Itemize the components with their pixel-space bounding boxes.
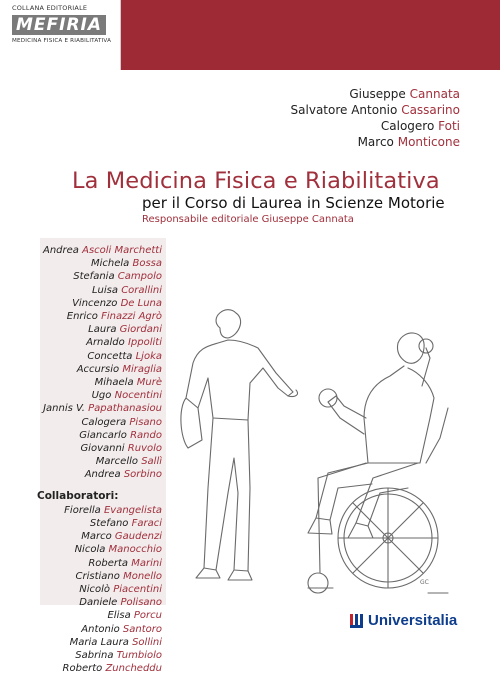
contributor-name xyxy=(43,376,162,389)
contributor-last-name: Zuncheddu xyxy=(105,663,162,675)
wheelchair-therapy-illustration xyxy=(168,288,458,610)
contributor-last-name: Evangelista xyxy=(103,504,162,516)
contributor-name xyxy=(43,244,162,257)
contributor-last-name: Giordani xyxy=(119,324,162,336)
contributor-first-name: Luisa xyxy=(91,284,119,296)
contributor-name xyxy=(43,336,162,349)
series-top-label: COLLANA EDITORIALE xyxy=(12,4,88,12)
contributor-name xyxy=(43,416,162,429)
publisher-logo xyxy=(350,612,457,629)
contributor-first-name: Enrico xyxy=(66,311,98,323)
contributor-name xyxy=(43,468,162,481)
book-subtitle: per il Corso di Laurea in Scienze Motorie xyxy=(142,194,445,212)
contributor-last-name: Manocchio xyxy=(108,544,162,556)
series-bottom-label: MEDICINA FISICA E RIABILITATIVA xyxy=(12,38,112,44)
contributor-first-name: Marcello xyxy=(95,456,138,468)
author: Calogero Foti xyxy=(380,119,460,133)
contributor-first-name: Calogera xyxy=(81,416,127,428)
contributor-name xyxy=(43,350,162,363)
contributor-name xyxy=(43,297,162,310)
contributor-last-name: Monello xyxy=(123,570,162,582)
contributor-name xyxy=(43,596,162,609)
illustration-signature: GC xyxy=(420,579,429,586)
contributor-first-name: Accursio xyxy=(76,363,120,375)
contributor-name xyxy=(43,402,162,415)
contributor-last-name: Bossa xyxy=(132,258,162,270)
contributor-first-name: Ugo xyxy=(91,390,112,402)
contributor-first-name: Nicola xyxy=(74,544,106,556)
contributors-list xyxy=(37,244,162,676)
contributor-last-name: Ruvolo xyxy=(127,443,162,455)
contributor-name xyxy=(43,363,162,376)
contributor-name xyxy=(43,270,162,283)
contributor-last-name: Ljoka xyxy=(135,350,162,362)
contributor-last-name: Murè xyxy=(136,377,162,389)
contributor-first-name: Elisa xyxy=(107,610,131,622)
contributor-name xyxy=(43,623,162,636)
contributor-last-name: De Luna xyxy=(120,297,162,309)
contributor-last-name: Campolo xyxy=(117,271,162,283)
contributor-name xyxy=(43,310,162,323)
series-logo: MEFIRIA xyxy=(12,15,106,35)
contributor-first-name: Andrea xyxy=(84,469,121,481)
contributor-last-name: Porcu xyxy=(133,610,162,622)
contributor-first-name: Giancarlo xyxy=(79,429,127,441)
contributor-name xyxy=(43,543,162,556)
contributor-first-name: Jannis V. xyxy=(43,403,85,415)
contributor-name xyxy=(43,636,162,649)
contributor-name xyxy=(43,570,162,583)
contributor-last-name: Ascoli Marchetti xyxy=(82,245,162,256)
author: Marco Monticone xyxy=(357,135,460,149)
contributor-first-name: Antonio xyxy=(81,623,120,635)
contributor-name xyxy=(43,323,162,336)
editor-line: Responsabile editoriale Giuseppe Cannata xyxy=(142,214,354,225)
contributor-name xyxy=(43,649,162,662)
contributor-last-name: Pisano xyxy=(129,416,162,428)
universitalia-logo-icon xyxy=(350,614,364,628)
contributor-last-name: Sollini xyxy=(132,636,162,648)
contributor-last-name: Faraci xyxy=(131,518,162,530)
contributor-last-name: Tumbiolo xyxy=(116,650,162,662)
contributor-name xyxy=(43,557,162,570)
book-title: La Medicina Fisica e Riabilitativa xyxy=(72,168,440,194)
contributor-last-name: Marini xyxy=(131,557,162,569)
series-badge xyxy=(0,0,121,70)
contributor-first-name: Andrea xyxy=(43,245,79,256)
contributor-name xyxy=(43,530,162,543)
contributor-name xyxy=(43,257,162,270)
contributor-last-name: Miraglia xyxy=(122,363,162,375)
contributor-last-name: Papathanasiou xyxy=(88,403,162,415)
contributor-first-name: Laura xyxy=(88,324,117,336)
contributor-first-name: Giovanni xyxy=(80,443,125,455)
contributor-last-name: Sallì xyxy=(141,456,162,468)
contributor-name xyxy=(43,284,162,297)
contributor-first-name: Fiorella xyxy=(64,504,101,516)
contributor-first-name: Stefano xyxy=(89,518,129,530)
contributor-last-name: Finazzi Agrò xyxy=(101,311,162,323)
contributor-last-name: Nocentini xyxy=(114,390,162,402)
contributor-last-name: Corallini xyxy=(121,284,162,296)
therapist-figure xyxy=(181,310,298,580)
contributor-first-name: Roberta xyxy=(88,557,129,569)
contributor-name xyxy=(43,455,162,468)
contributor-first-name: Stefania xyxy=(73,271,115,283)
contributor-name xyxy=(43,583,162,596)
contributor-name xyxy=(43,609,162,622)
contributor-name xyxy=(43,504,162,517)
contributor-first-name: Daniele xyxy=(79,597,118,609)
contributor-name xyxy=(43,389,162,402)
author: Salvatore Antonio Cassarino xyxy=(290,103,460,117)
contributors-panel xyxy=(37,238,166,675)
author-list xyxy=(291,86,460,150)
contributor-name xyxy=(43,517,162,530)
contributor-first-name: Cristiano xyxy=(75,570,120,582)
contributor-first-name: Roberto xyxy=(62,663,103,675)
contributor-last-name: Rando xyxy=(130,429,162,441)
contributor-name xyxy=(43,442,162,455)
contributor-name xyxy=(43,429,162,442)
contributor-first-name: Nicolò xyxy=(79,584,111,596)
contributor-last-name: Piacentini xyxy=(113,584,162,596)
collaborators-heading: Collaboratori: xyxy=(37,489,119,502)
contributor-last-name: Gaudenzi xyxy=(114,531,162,543)
contributor-first-name: Marco xyxy=(81,531,112,543)
contributor-first-name: Michela xyxy=(90,258,130,270)
contributor-last-name: Santoro xyxy=(122,623,162,635)
contributor-first-name: Maria Laura xyxy=(69,636,129,648)
contributor-first-name: Arnaldo xyxy=(86,337,125,349)
contributor-last-name: Ippoliti xyxy=(127,337,162,349)
contributor-last-name: Sorbino xyxy=(123,469,162,481)
wheelchair-user-figure xyxy=(308,333,448,593)
publisher-name: Universitalia xyxy=(368,612,458,629)
contributor-first-name: Concetta xyxy=(87,350,133,362)
contributor-last-name: Polisano xyxy=(120,597,162,609)
contributor-name xyxy=(43,662,162,675)
author: Giuseppe Cannata xyxy=(349,87,460,101)
contributor-first-name: Vincenzo xyxy=(72,297,118,309)
contributor-first-name: Sabrina xyxy=(75,650,114,662)
contributor-first-name: Mihaela xyxy=(94,377,134,389)
